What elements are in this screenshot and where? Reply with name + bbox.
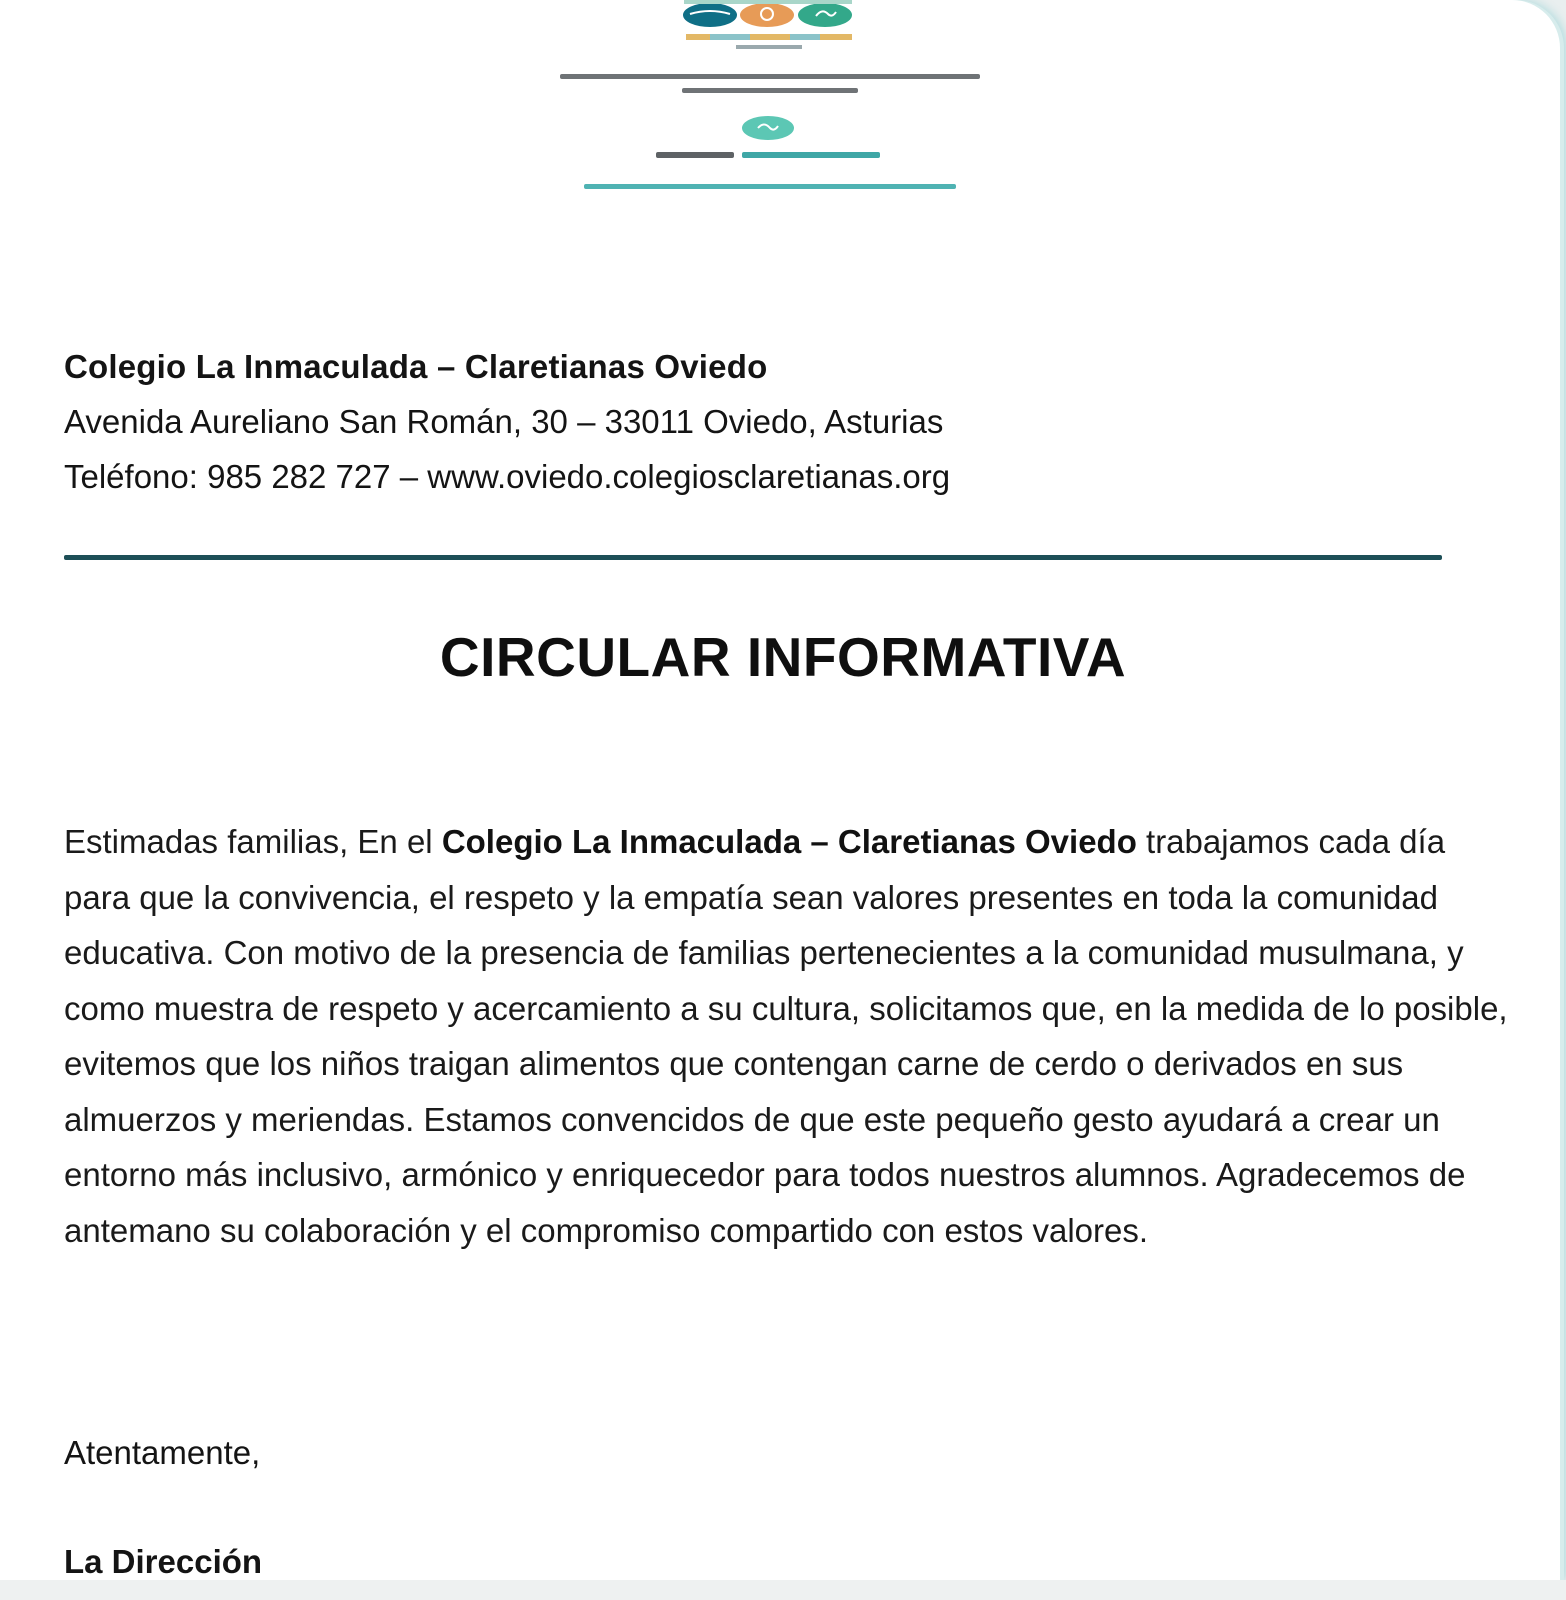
body-text: trabajamos cada día para que la convivencia, el respeto y la empatía sean valores presentes en toda la comunidad educativa. Con motivo de la presencia de familias pertenecientes a la comunidad musulmana, y como muestra de respeto y acercamiento a su cultura, solicitamos que, en la medida de lo posible, evitemos que los niños traigan alimentos que contengan carne de cerdo o derivados en sus almuerzos y meriendas. Estamos convencidos de que este pequeño gesto ayudará a crear un entorno más inclusivo, armónico y enriquecedor para todos nuestros alumnos. Agradecemos de antemano su colaboración y el compromiso compartido con estos valores. (64, 823, 1508, 1249)
bottom-band (0, 1580, 1566, 1600)
school-contact: Teléfono: 985 282 727 – www.oviedo.colegiosclaretianas.org (64, 458, 951, 495)
school-logo (560, 0, 1000, 210)
school-logo-emblem-icon (560, 0, 1000, 210)
header-divider (64, 555, 1442, 560)
body-intro: Estimadas familias, En el (64, 823, 442, 860)
body-paragraph (64, 814, 1514, 1258)
closing-text: Atentamente, (64, 1434, 261, 1471)
document-title: CIRCULAR INFORMATIVA (439, 626, 1127, 688)
signature: La Dirección (64, 1543, 263, 1580)
school-address: Avenida Aureliano San Román, 30 – 33011 Oviedo, Asturias (64, 403, 944, 440)
school-name: Colegio La Inmaculada – Claretianas Oviedo (64, 348, 768, 385)
body-school-name: Colegio La Inmaculada – Claretianas Oviedo (441, 823, 1137, 860)
